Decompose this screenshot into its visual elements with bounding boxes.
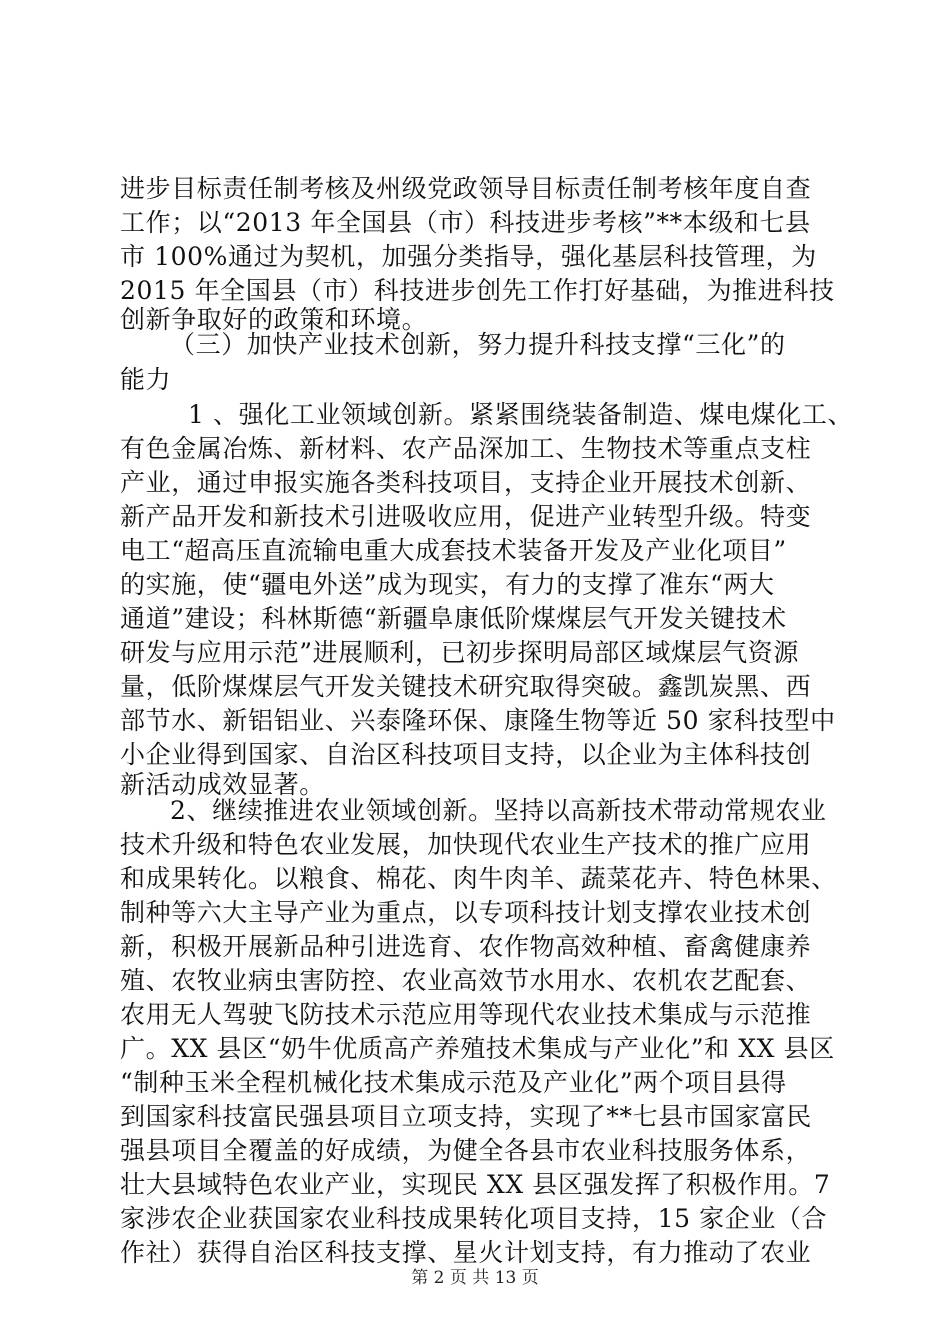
- text-line: 量，低阶煤煤层气开发关键技术研究取得突破。鑫凯炭黑、西: [120, 672, 812, 701]
- text-line: 家涉农企业获国家农业科技成果转化项目支持，15 家企业（合: [120, 1204, 828, 1233]
- text-line: 市 100%通过为契机，加强分类指导，强化基层科技管理，为: [120, 242, 817, 271]
- text-line: 制种等六大主导产业为重点，以专项科技计划支撑农业技术创: [120, 898, 812, 927]
- text-line: 殖、农牧业病虫害防控、农业高效节水用水、农机农艺配套、: [120, 966, 812, 995]
- text-line: 广。XX 县区“奶牛优质高产养殖技术集成与产业化”和 XX 县区: [120, 1034, 835, 1063]
- text-line: 进步目标责任制考核及州级党政领导目标责任制考核年度自查: [120, 174, 812, 203]
- text-line: 1 、强化工业领域创新。紧紧围绕装备制造、煤电煤化工、: [188, 400, 854, 429]
- text-line: （三）加快产业技术创新，努力提升科技支撑“三化”的: [170, 330, 786, 359]
- text-line: 电工“超高压直流输电重大成套技术装备开发及产业化项目”: [120, 536, 787, 565]
- text-line: 作社）获得自治区科技支撑、星火计划支持，有力推动了农业: [120, 1238, 812, 1267]
- text-line: 到国家科技富民强县项目立项支持，实现了**七县市国家富民: [120, 1102, 812, 1131]
- text-line: 有色金属冶炼、新材料、农产品深加工、生物技术等重点支柱: [120, 434, 812, 463]
- text-line: 部节水、新铝铝业、兴泰隆环保、康隆生物等近 50 家科技型中: [120, 706, 836, 735]
- text-line: 新，积极开展新品种引进选育、农作物高效种植、畜禽健康养: [120, 932, 812, 961]
- text-line: 2、继续推进农业领域创新。坚持以高新技术带动常规农业: [170, 796, 827, 825]
- text-line: 能力: [120, 365, 172, 394]
- text-line: 创新争取好的政策和环境。: [120, 305, 428, 334]
- text-line: 新活动成效显著。: [120, 770, 325, 799]
- text-line: 研发与应用示范”进展顺利，已初步探明局部区域煤层气资源: [120, 638, 799, 667]
- text-line: 壮大县域特色农业产业，实现民 XX 县区强发挥了积极作用。7: [120, 1170, 831, 1199]
- text-line: 小企业得到国家、自治区科技项目支持，以企业为主体科技创: [120, 740, 812, 769]
- text-line: 技术升级和特色农业发展，加快现代农业生产技术的推广应用: [120, 830, 812, 859]
- text-line: 产业，通过申报实施各类科技项目，支持企业开展技术创新、: [120, 468, 812, 497]
- text-line: 强县项目全覆盖的好成绩，为健全各县市农业科技服务体系，: [120, 1136, 812, 1165]
- text-line: 工作；以“2013 年全国县（市）科技进步考核”**本级和七县: [120, 208, 811, 237]
- text-line: 通道”建设；科林斯德“新疆阜康低阶煤煤层气开发关键技术: [120, 604, 787, 633]
- text-line: 2015 年全国县（市）科技进步创先工作打好基础，为推进科技: [120, 276, 835, 305]
- text-line: 农用无人驾驶飞防技术示范应用等现代农业技术集成与示范推: [120, 1000, 812, 1029]
- text-line: “制种玉米全程机械化技术集成示范及产业化”两个项目县得: [120, 1068, 787, 1097]
- text-line: 和成果转化。以粮食、棉花、肉牛肉羊、蔬菜花卉、特色林果、: [120, 864, 837, 893]
- text-line: 的实施，使“疆电外送”成为现实，有力的支撑了准东“两大: [120, 570, 775, 599]
- page-number-footer: 第 2 页 共 13 页: [411, 1268, 539, 1288]
- text-line: 新产品开发和新技术引进吸收应用，促进产业转型升级。特变: [120, 502, 812, 531]
